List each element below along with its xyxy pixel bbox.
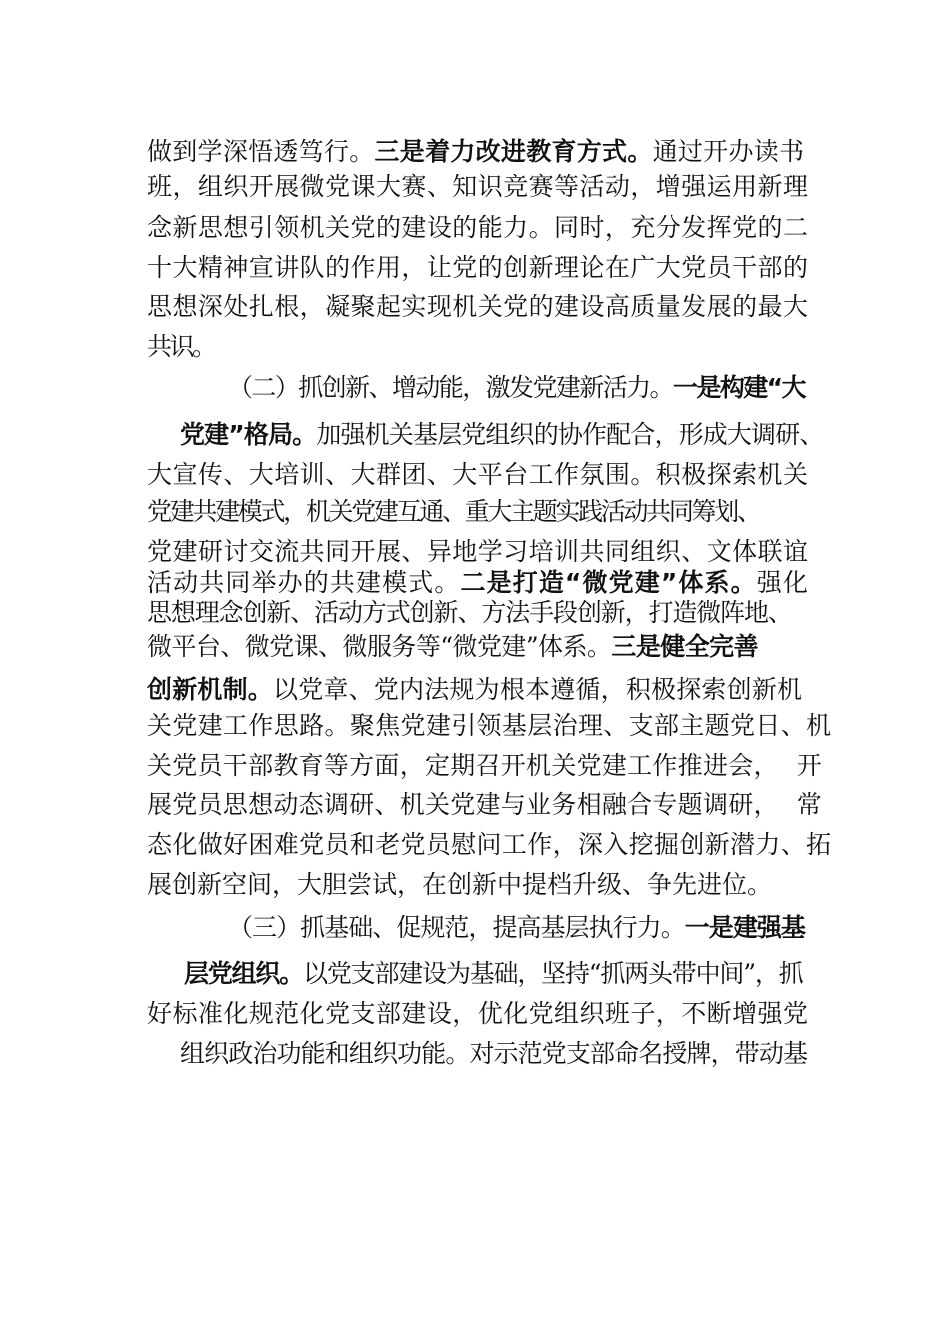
- text-segment: 通过开办读书: [652, 137, 805, 166]
- text-segment: 念新思想引领机关党的建设的能力。同时，充分发挥党的二: [147, 213, 809, 242]
- text-line: [147, 332, 215, 362]
- text-segment: 态化做好困难党员和老党员慰问工作，深入挖掘创新潜力、拓: [147, 830, 832, 859]
- emphasis-text: 三是健全完善: [611, 632, 759, 661]
- emphasis-text: 一是构建“大: [672, 373, 805, 402]
- text-line: [147, 292, 808, 322]
- emphasis-text: 党建”格局。: [180, 420, 317, 449]
- text-line: [147, 497, 760, 527]
- text-segment: 关党员干部教育等方面，定期召开机关党建工作推进会，: [147, 751, 779, 780]
- text-segment: 党建共建模式，机关党建互通、重大主题实践活动共同筹划、: [147, 497, 760, 526]
- text-segment: （二）抓创新、增动能，激发党建新活力。: [228, 373, 673, 402]
- text-segment: 班，组织开展微党课大赛、知识竞赛等活动，增强运用新理: [147, 172, 809, 201]
- text-line: [147, 675, 802, 705]
- text-segment: 活动共同举办的共建模式。: [147, 568, 461, 597]
- text-line: [147, 870, 772, 900]
- text-line: [147, 172, 808, 202]
- text-segment: 常: [796, 790, 823, 819]
- text-segment: 思想深处扎根，凝聚起实现机关党的建设高质量发展的最大: [147, 292, 809, 321]
- text-segment: 共识。: [147, 332, 215, 361]
- text-segment: 好标准化规范化党支部建设，优化党组织班子，不断增强党: [147, 999, 809, 1028]
- text-line: [147, 751, 822, 781]
- text-line: [147, 213, 808, 243]
- text-line: [147, 830, 831, 860]
- text-line: [147, 790, 822, 820]
- text-line: [184, 959, 802, 989]
- text-segment: 组织政治功能和组织功能。对示范党支部命名授牌，带动基: [180, 1039, 808, 1068]
- text-segment: 关党建工作思路。聚焦党建引领基层治理、支部主题党日、机: [147, 711, 832, 740]
- text-segment: 做到学深悟透笃行。: [147, 137, 375, 166]
- text-segment: 以党章、党内法规为根本遵循，积极探索创新机: [273, 675, 803, 704]
- text-segment: 展党员思想动态调研、机关党建与业务相融合专题调研，: [147, 790, 779, 819]
- section-heading-line: [228, 373, 805, 403]
- emphasis-text: 三是着力改进教育方式。: [374, 137, 653, 166]
- text-line: [147, 632, 758, 662]
- section-heading-line: [228, 913, 805, 943]
- text-line: [180, 420, 824, 450]
- text-line: [147, 460, 808, 490]
- text-segment: 以党支部建设为基础，坚持“抓两头带中间”，抓: [303, 959, 803, 988]
- text-line: [147, 711, 831, 741]
- text-segment: （三）抓基础、促规范，提高基层执行力。: [228, 913, 685, 942]
- emphasis-text: 创新机制。: [147, 675, 274, 704]
- text-segment: 大宣传、大培训、大群团、大平台工作氛围。积极探索机关: [147, 460, 809, 489]
- text-line: [147, 999, 808, 1029]
- text-line: [147, 253, 808, 283]
- text-line: [147, 568, 809, 598]
- text-line: [147, 598, 792, 628]
- text-segment: 党建研讨交流共同开展、异地学习培训共同组织、文体联谊: [147, 537, 809, 566]
- emphasis-text: 层党组织。: [184, 959, 304, 988]
- text-segment: 加强机关基层党组织的协作配合，形成大调研、: [316, 420, 824, 449]
- text-segment: 开: [796, 751, 823, 780]
- text-segment: 强化: [756, 568, 810, 597]
- text-segment: 展创新空间，大胆尝试，在创新中提档升级、争先进位。: [147, 870, 773, 899]
- text-segment: 微平台、微党课、微服务等“微党建”体系。: [147, 632, 612, 661]
- text-segment: 十大精神宣讲队的作用，让党的创新理论在广大党员干部的: [147, 253, 809, 282]
- text-segment: 思想理念创新、活动方式创新、方法手段创新，打造微阵地、: [147, 598, 792, 627]
- emphasis-text: 一是建强基: [684, 913, 805, 942]
- text-line: [147, 137, 804, 167]
- emphasis-text: 二是打造“微党建”体系。: [460, 568, 757, 597]
- text-line: [147, 537, 808, 567]
- text-line: [180, 1039, 807, 1069]
